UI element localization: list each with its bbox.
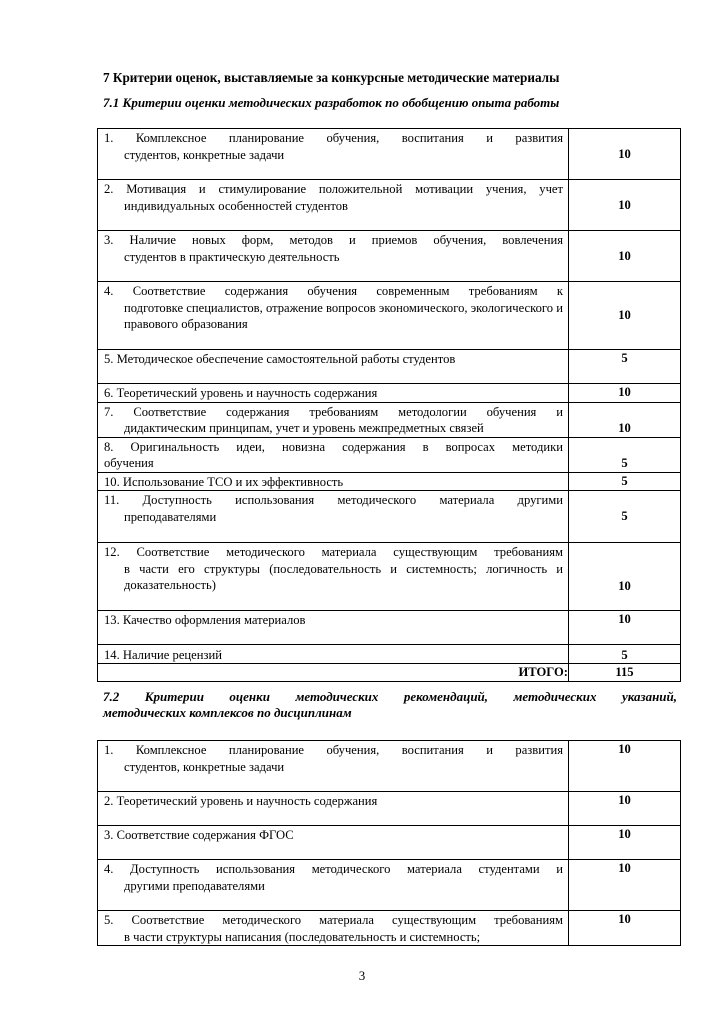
criterion-text-cont: индивидуальных особенностей студентов [124,198,348,213]
criterion-text: 6. Теоретический уровень и научность содержания [104,386,378,400]
criterion-cell [98,792,569,826]
score-cell: 10 [569,826,681,860]
criterion-cell [98,350,569,384]
table-row [98,911,681,946]
criterion-text-cont: студентов, конкретные задачи [124,147,285,162]
score-cell: 5 [569,437,681,472]
total-label: ИТОГО: [98,664,569,682]
criterion-text: 3. Наличие новых форм, методов и приемов обучения, вовлечения [104,233,563,247]
criterion-cell [98,826,569,860]
criterion-cell [98,180,569,231]
table-row [98,645,681,664]
criterion-text-cont: дидактическим принципам, учет и уровень межпредметных связей [124,421,484,435]
criteria-table-1 [97,128,681,682]
criterion-text-cont: в части структуры написания (последовательность и системность; [124,929,481,944]
criterion-text-cont: студентов в практическую деятельность [124,249,340,264]
table-row [98,543,681,611]
score-cell: 5 [569,491,681,543]
total-row [98,664,681,682]
criterion-text: 1. Комплексное планирование обучения, воспитания и развития [104,131,563,145]
criterion-text: 4. Соответствие содержания обучения современным требованиям к [104,284,563,298]
table-row [98,350,681,384]
criterion-cell [98,282,569,350]
table-row [98,437,681,472]
criterion-cell [98,129,569,180]
table-row [98,129,681,180]
table-row [98,611,681,645]
total-value: 115 [569,664,681,682]
score-cell: 10 [569,792,681,826]
score-cell: 10 [569,911,681,946]
score-cell: 5 [569,645,681,664]
criterion-text: 7. Соответствие содержания требованиям методологии обучения и [104,404,563,419]
criterion-text-cont: обучения [104,456,154,470]
criterion-text: 2. Мотивация и стимулирование положительной мотивации учения, учет [104,182,563,196]
score-cell: 10 [569,611,681,645]
score-cell: 10 [569,231,681,282]
criterion-text-cont: другими преподавателями [124,878,265,893]
criterion-text: 14. Наличие рецензий [104,647,222,662]
section-heading: 7 Критерии оценок, выставляемые за конкурсные методические материалы [103,70,560,85]
score-cell: 10 [569,129,681,180]
table-row [98,231,681,282]
score-cell: 10 [569,402,681,437]
criterion-text: 5. Методическое обеспечение самостоятельной работы студентов [104,352,456,366]
table-row [98,491,681,543]
criterion-text: 1. Комплексное планирование обучения, воспитания и развития [104,743,563,757]
criteria-table-2 [97,740,681,946]
score-cell: 10 [569,741,681,792]
table-row [98,384,681,403]
criterion-cell [98,645,569,664]
criterion-cell [98,543,569,611]
criterion-text: 8. Оригинальность идеи, новизна содержания в вопросах методики [104,439,563,454]
criterion-text: 10. Использование ТСО и их эффективность [104,474,344,489]
criterion-cell [98,911,569,946]
criterion-text: 12. Соответствие методического материала существующим требованиям [104,545,563,559]
score-cell: 10 [569,384,681,403]
score-cell: 10 [569,543,681,611]
table-row [98,402,681,437]
criterion-cell [98,472,569,491]
criterion-text-cont: подготовке специалистов, отражение вопросов экономического, экологического и правового образования [124,300,563,331]
subsection-heading-7-1: 7.1 Критерии оценки методических разработок по обобщению опыта работы [103,95,560,110]
criterion-text-cont: преподавателями [124,509,217,524]
criterion-cell [98,437,569,472]
table-row [98,472,681,491]
score-cell: 5 [569,350,681,384]
page-number: 3 [358,968,366,983]
score-cell: 10 [569,180,681,231]
table-row [98,180,681,231]
criterion-cell [98,384,569,403]
subsection-heading-7-2: 7.2 Критерии оценки методических рекомендаций, методических указаний, [103,689,677,704]
score-cell: 5 [569,472,681,491]
table-row [98,741,681,792]
table-row [98,860,681,911]
criterion-text: 4. Доступность использования методического материала студентами и [104,862,563,876]
criterion-text: 3. Соответствие содержания ФГОС [104,828,294,842]
table-row [98,826,681,860]
table-row [98,282,681,350]
criterion-text-cont: в части его структуры (последовательность и системность; логичность и доказательность) [124,561,563,592]
subsection-heading-7-2-cont: методических комплексов по дисциплинам [103,705,352,720]
criterion-cell [98,402,569,437]
criterion-text: 2. Теоретический уровень и научность содержания [104,794,378,808]
criterion-text: 5. Соответствие методического материала существующим требованиям [104,913,563,927]
score-cell: 10 [569,282,681,350]
criterion-cell [98,860,569,911]
criterion-cell [98,231,569,282]
criterion-cell [98,491,569,543]
criterion-cell [98,611,569,645]
criterion-cell [98,741,569,792]
criterion-text: 11. Доступность использования методического материала другими [104,493,563,507]
score-cell: 10 [569,860,681,911]
table-row [98,792,681,826]
criterion-text: 13. Качество оформления материалов [104,613,306,627]
criterion-text-cont: студентов, конкретные задачи [124,759,285,774]
